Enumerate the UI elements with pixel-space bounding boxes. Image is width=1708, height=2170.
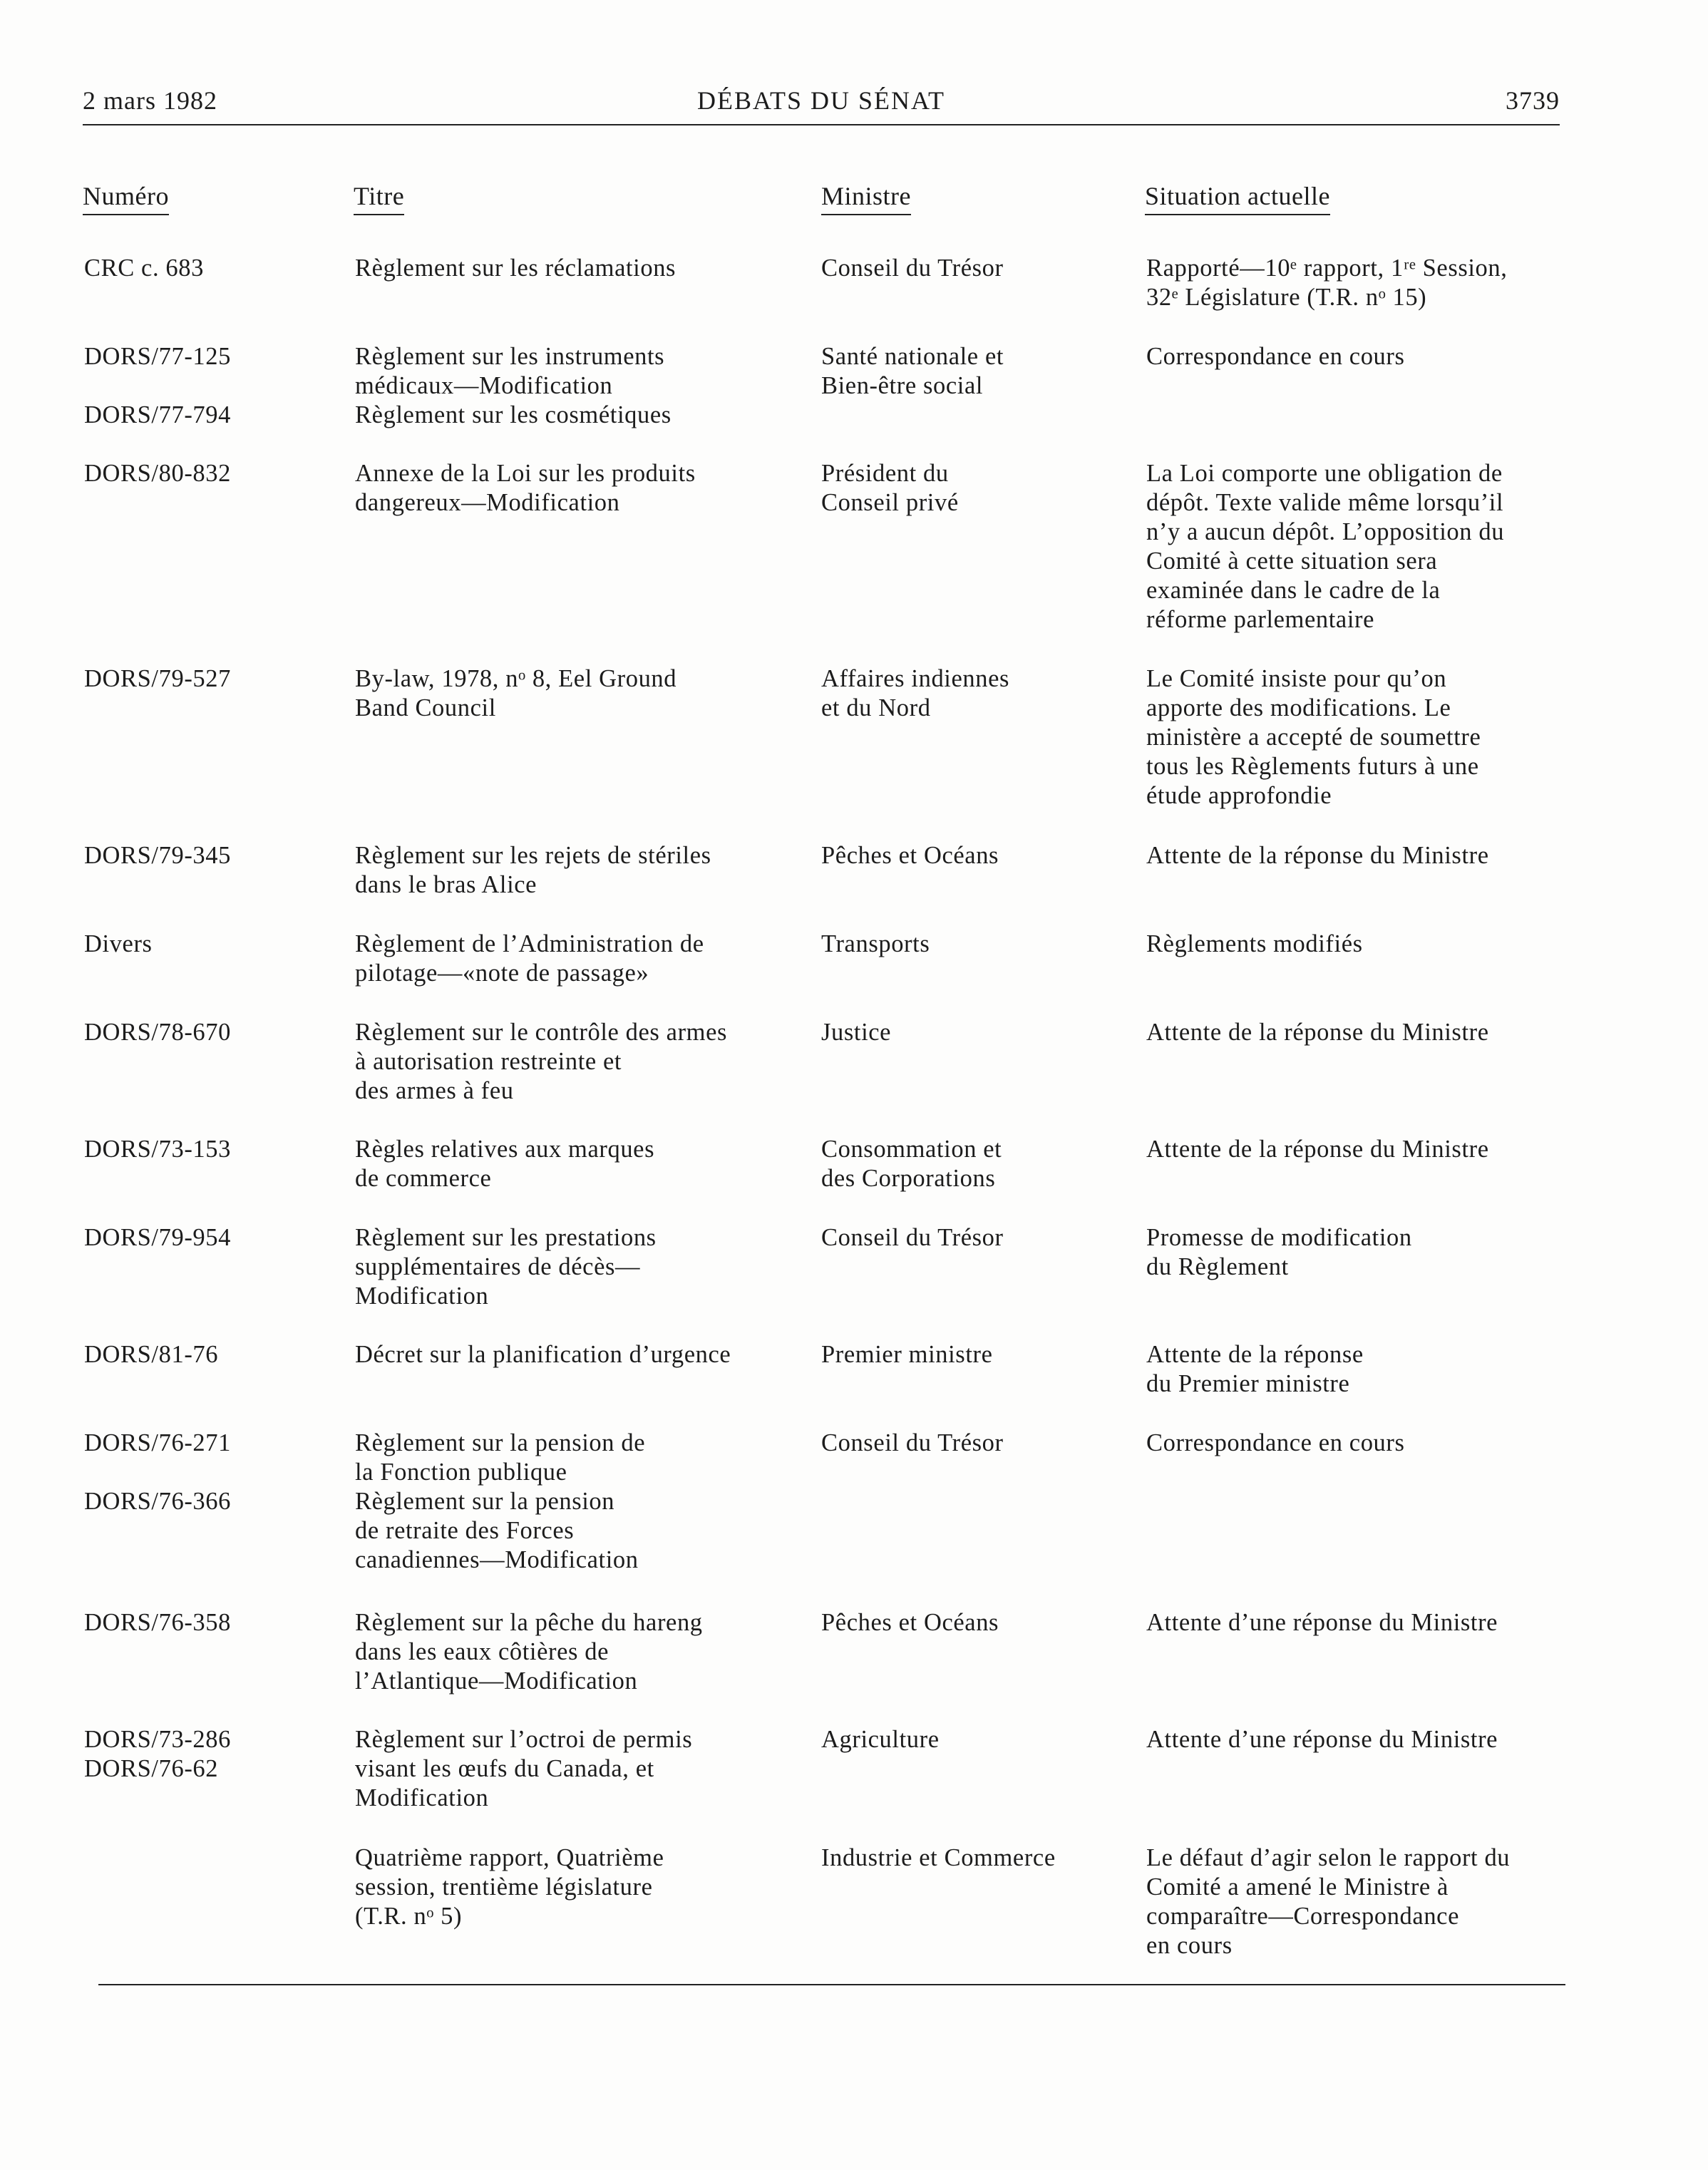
table-row [0,1135,1708,1223]
cell-situation: Attente de la réponse du Ministre [1146,1019,1489,1046]
cell-situation: Attente d’une réponse du Ministre [1146,1609,1498,1636]
cell-ministre: Pêches et Océans [821,842,999,869]
cell-ministre: Conseil du Trésor [821,1429,1004,1456]
table-row [0,1608,1708,1725]
cell-titre: Règlement sur la pêche du hareng dans les eaux côtières de l’Atlantique—Modification [355,1609,703,1695]
cell-numero: DORS/76-271 DORS/76-366 [84,1429,231,1515]
cell-numero: DORS/81-76 [84,1341,219,1368]
cell-numero: Divers [84,930,153,957]
page-header [83,86,1560,124]
table-row [0,1725,1708,1844]
cell-titre: Règlement sur la pension de la Fonction publique Règlement sur la pension de retraite des Forces canadiennes—Modification [355,1429,646,1573]
column-header-situation: Situation actuelle [1145,181,1330,215]
cell-numero: DORS/76-358 [84,1609,231,1636]
cell-numero: DORS/79-345 [84,842,231,869]
cell-ministre: Premier ministre [821,1341,993,1368]
cell-situation: Promesse de modification du Règlement [1146,1224,1412,1280]
column-header-titre: Titre [354,181,404,215]
cell-titre: Annexe de la Loi sur les produits dangereux—Modification [355,460,696,516]
cell-situation: Attente de la réponse du Ministre [1146,842,1489,869]
table-row [0,1223,1708,1340]
cell-ministre: Agriculture [821,1726,940,1753]
cell-situation: Le défaut d’agir selon le rapport du Comité a amené le Ministre à comparaître—Correspondance en cours [1146,1844,1511,1959]
table-row [0,1429,1708,1608]
cell-numero: DORS/79-954 [84,1224,231,1251]
cell-numero: CRC c. 683 [84,254,204,282]
table-row [0,1340,1708,1429]
cell-titre: Règlement sur les prestations supplémentaires de décès— Modification [355,1224,657,1310]
cell-ministre: Affaires indiennes et du Nord [821,665,1010,721]
cell-titre: Règlement sur les réclamations [355,254,676,282]
cell-situation: Attente de la réponse du Premier ministre [1146,1341,1364,1397]
cell-titre: Règles relatives aux marques de commerce [355,1136,655,1192]
cell-numero: DORS/80-832 [84,460,231,487]
cell-ministre: Industrie et Commerce [821,1844,1056,1871]
cell-ministre: Transports [821,930,930,957]
footer-rule [98,1984,1565,1985]
table-row [0,459,1708,664]
cell-titre: Décret sur la planification d’urgence [355,1341,731,1368]
regulations-table [0,254,1708,1972]
table-row [0,841,1708,930]
table-row [0,930,1708,1018]
cell-ministre: Pêches et Océans [821,1609,999,1636]
table-row [0,1844,1708,1972]
cell-ministre: Consommation et des Corporations [821,1136,1002,1192]
cell-titre: Règlement sur l’octroi de permis visant les œufs du Canada, et Modification [355,1726,693,1811]
header-title: DÉBATS DU SÉNAT [696,86,946,115]
header-rule [83,124,1560,125]
cell-titre: By-law, 1978, nᵒ 8, Eel Ground Band Council [355,665,677,721]
cell-titre: Quatrième rapport, Quatrième session, trentième législature (T.R. nᵒ 5) [355,1844,664,1930]
cell-numero: DORS/73-153 [84,1136,231,1163]
cell-ministre: Conseil du Trésor [821,254,1004,282]
cell-ministre: Justice [821,1019,892,1046]
cell-titre: Règlement sur le contrôle des armes à autorisation restreinte et des armes à feu [355,1019,728,1104]
cell-ministre: Santé nationale et Bien-être social [821,343,1004,399]
cell-titre: Règlement sur les instruments médicaux—Modification Règlement sur les cosmétiques [355,343,672,428]
cell-titre: Règlement sur les rejets de stériles dans le bras Alice [355,842,711,898]
cell-numero: DORS/73-286 DORS/76-62 [84,1726,231,1782]
column-header-numero: Numéro [83,181,169,215]
cell-titre: Règlement de l’Administration de pilotage—«note de passage» [355,930,704,987]
cell-situation: La Loi comporte une obligation de dépôt. Texte valide même lorsqu’il n’y a aucun dépôt. L’opposition du Comité à cette situation sera examinée dans le cadre de la réforme parlementaire [1146,460,1505,633]
header-date: 2 mars 1982 [83,86,217,115]
table-row [0,664,1708,841]
cell-situation: Correspondance en cours [1146,343,1405,370]
cell-situation: Correspondance en cours [1146,1429,1405,1456]
cell-ministre: Président du Conseil privé [821,460,959,516]
cell-situation: Le Comité insiste pour qu’on apporte des modifications. Le ministère a accepté de soumettre tous les Règlements futurs à une étude approfondie [1146,665,1481,809]
table-row [0,342,1708,459]
cell-situation: Rapporté—10ᵉ rapport, 1ʳᵉ Session, 32ᵉ Législature (T.R. nᵒ 15) [1146,254,1508,311]
table-row [0,1018,1708,1135]
header-page-number: 3739 [1506,86,1560,115]
cell-situation: Attente d’une réponse du Ministre [1146,1726,1498,1753]
table-row [0,254,1708,342]
cell-numero: DORS/77-125 DORS/77-794 [84,343,231,428]
cell-ministre: Conseil du Trésor [821,1224,1004,1251]
cell-numero: DORS/78-670 [84,1019,231,1046]
cell-situation: Règlements modifiés [1146,930,1363,957]
cell-numero: DORS/79-527 [84,665,231,692]
column-headers [0,181,1708,224]
cell-situation: Attente de la réponse du Ministre [1146,1136,1489,1163]
column-header-ministre: Ministre [821,181,911,215]
